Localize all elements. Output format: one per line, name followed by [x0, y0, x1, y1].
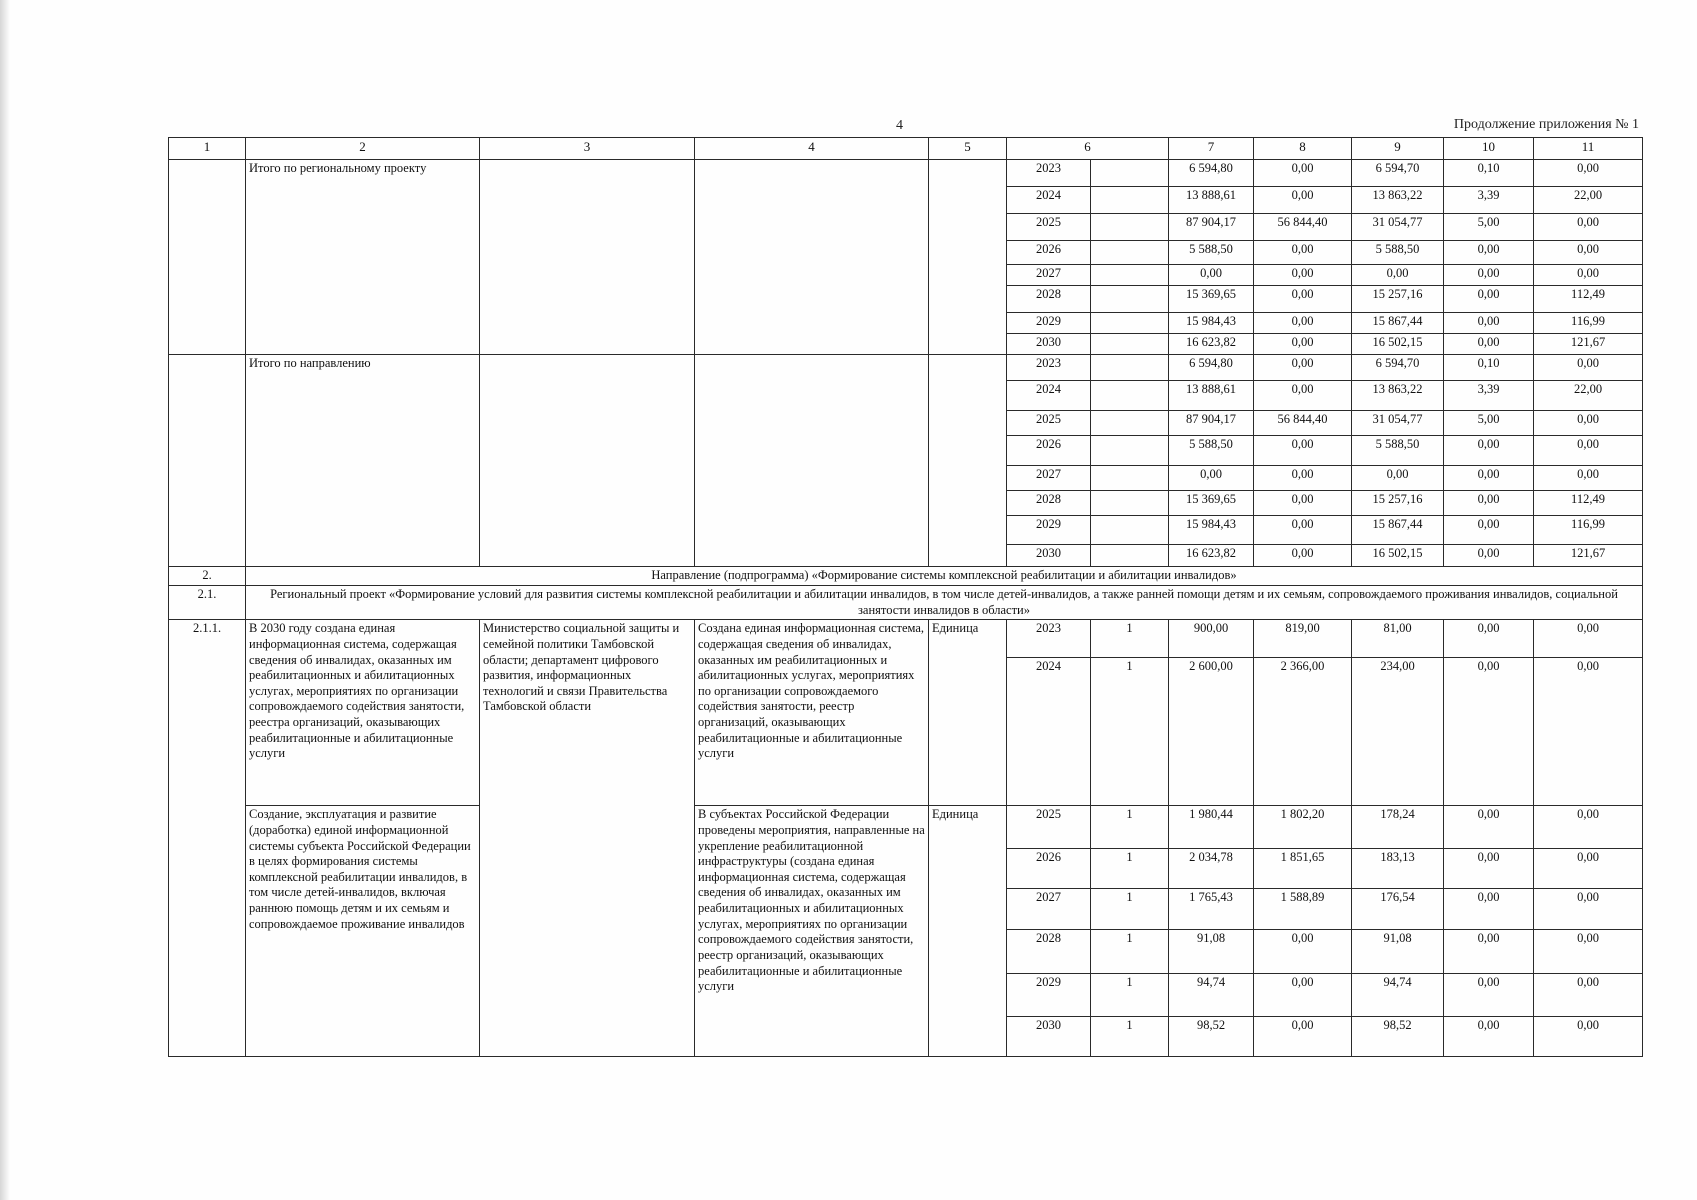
year-cell: 2028 — [1007, 930, 1091, 974]
quantity-cell — [1091, 381, 1169, 411]
col-header: 7 — [1169, 138, 1254, 160]
col-header: 2 — [246, 138, 480, 160]
empty-cell — [929, 355, 1007, 567]
regional-total-row — [169, 160, 1643, 187]
federal-cell: 0,00 — [1254, 516, 1352, 545]
total-cell: 98,52 — [1169, 1017, 1254, 1057]
year-cell: 2030 — [1007, 545, 1091, 567]
col-header: 11 — [1534, 138, 1643, 160]
extra-cell: 0,00 — [1534, 974, 1643, 1017]
total-cell: 15 984,43 — [1169, 313, 1254, 334]
federal-cell: 0,00 — [1254, 436, 1352, 466]
empty-cell — [695, 160, 929, 355]
year-cell: 2027 — [1007, 889, 1091, 930]
col-header: 5 — [929, 138, 1007, 160]
total-cell: 6 594,80 — [1169, 355, 1254, 381]
quantity-cell — [1091, 436, 1169, 466]
regional-cell: 13 863,22 — [1352, 381, 1444, 411]
col-header: 1 — [169, 138, 246, 160]
year-cell: 2030 — [1007, 334, 1091, 355]
quantity-cell — [1091, 411, 1169, 436]
federal-cell: 0,00 — [1254, 355, 1352, 381]
regional-cell: 13 863,22 — [1352, 187, 1444, 214]
extra-cell: 0,00 — [1534, 930, 1643, 974]
quantity-cell: 1 — [1091, 1017, 1169, 1057]
regional-cell: 98,52 — [1352, 1017, 1444, 1057]
total-cell: 5 588,50 — [1169, 241, 1254, 265]
year-cell: 2030 — [1007, 1017, 1091, 1057]
col-header: 6 — [1007, 138, 1169, 160]
extra-cell: 0,00 — [1534, 1017, 1643, 1057]
regional-cell: 16 502,15 — [1352, 334, 1444, 355]
regional-total-label: Итого по региональному проекту — [246, 160, 480, 355]
extra-cell: 22,00 — [1534, 381, 1643, 411]
local-cell: 0,00 — [1444, 241, 1534, 265]
extra-cell: 0,00 — [1534, 889, 1643, 930]
local-cell: 0,00 — [1444, 516, 1534, 545]
extra-cell: 116,99 — [1534, 516, 1643, 545]
local-cell: 0,00 — [1444, 974, 1534, 1017]
federal-cell: 0,00 — [1254, 265, 1352, 286]
regional-cell: 91,08 — [1352, 930, 1444, 974]
item-row — [169, 620, 1643, 658]
regional-cell: 234,00 — [1352, 658, 1444, 806]
federal-cell: 1 588,89 — [1254, 889, 1352, 930]
regional-cell: 5 588,50 — [1352, 241, 1444, 265]
federal-cell: 0,00 — [1254, 1017, 1352, 1057]
year-cell: 2025 — [1007, 806, 1091, 849]
year-cell: 2023 — [1007, 160, 1091, 187]
federal-cell: 0,00 — [1254, 334, 1352, 355]
federal-cell: 0,00 — [1254, 974, 1352, 1017]
federal-cell: 0,00 — [1254, 160, 1352, 187]
extra-cell: 121,67 — [1534, 545, 1643, 567]
year-cell: 2024 — [1007, 187, 1091, 214]
empty-cell — [480, 160, 695, 355]
regional-cell: 5 588,50 — [1352, 436, 1444, 466]
extra-cell: 0,00 — [1534, 620, 1643, 658]
extra-cell: 0,00 — [1534, 806, 1643, 849]
regional-cell: 0,00 — [1352, 265, 1444, 286]
responsible-executors: Министерство социальной защиты и семейной политики Тамбовской области; департамент цифрового развития, информационных технологий и связи Правительства Тамбовской области — [480, 620, 695, 1057]
indicator-description: Создана единая информационная система, содержащая сведения об инвалидах, оказанных им реабилитационных и абилитационных услугах, мероприятиях по организации сопровождаемого содействия занятости, реестр организаций, оказывающих реабилитационные и абилитационные услуги — [695, 620, 929, 806]
federal-cell: 0,00 — [1254, 313, 1352, 334]
col-header: 10 — [1444, 138, 1534, 160]
regional-cell: 183,13 — [1352, 849, 1444, 889]
federal-cell: 0,00 — [1254, 286, 1352, 313]
federal-cell: 56 844,40 — [1254, 411, 1352, 436]
extra-cell: 0,00 — [1534, 436, 1643, 466]
col-header: 8 — [1254, 138, 1352, 160]
local-cell: 0,00 — [1444, 265, 1534, 286]
regional-cell: 15 257,16 — [1352, 491, 1444, 516]
quantity-cell: 1 — [1091, 620, 1169, 658]
measure-description: Создание, эксплуатация и развитие (доработка) единой информационной системы субъекта Российской Федерации в целях формирования системы комплексной реабилитации инвалидов, в том числе детей-инвалидов, включая раннюю помощь детям и их семьям и сопровождаемое проживание инвалидов — [246, 806, 480, 1057]
total-cell: 0,00 — [1169, 466, 1254, 491]
local-cell: 5,00 — [1444, 411, 1534, 436]
empty-cell — [929, 160, 1007, 355]
item-number: 2.1.1. — [169, 620, 246, 1057]
quantity-cell — [1091, 313, 1169, 334]
extra-cell: 0,00 — [1534, 411, 1643, 436]
year-cell: 2026 — [1007, 436, 1091, 466]
section-number: 2. — [169, 567, 246, 586]
section-title: Региональный проект «Формирование условий для развития системы комплексной реабилитации и абилитации инвалидов, в том числе детей-инвалидов, а также ранней помощи детям и их семьям, сопровождаемого проживания инвалидов, социальной занятости инвалидов в области» — [246, 586, 1643, 620]
quantity-cell — [1091, 286, 1169, 313]
unit-cell: Единица — [929, 620, 1007, 806]
total-cell: 13 888,61 — [1169, 187, 1254, 214]
regional-cell: 94,74 — [1352, 974, 1444, 1017]
direction-total-label: Итого по направлению — [246, 355, 480, 567]
quantity-cell — [1091, 545, 1169, 567]
local-cell: 0,00 — [1444, 1017, 1534, 1057]
year-cell: 2027 — [1007, 466, 1091, 491]
total-cell: 1 980,44 — [1169, 806, 1254, 849]
continuation-label: Продолжение приложения № 1 — [1453, 117, 1639, 132]
local-cell: 0,00 — [1444, 930, 1534, 974]
year-cell: 2024 — [1007, 381, 1091, 411]
empty-cell — [169, 355, 246, 567]
extra-cell: 112,49 — [1534, 286, 1643, 313]
local-cell: 0,10 — [1444, 160, 1534, 187]
federal-cell: 0,00 — [1254, 187, 1352, 214]
local-cell: 0,00 — [1444, 286, 1534, 313]
extra-cell: 0,00 — [1534, 241, 1643, 265]
quantity-cell: 1 — [1091, 889, 1169, 930]
quantity-cell — [1091, 187, 1169, 214]
quantity-cell — [1091, 466, 1169, 491]
federal-cell: 2 366,00 — [1254, 658, 1352, 806]
regional-cell: 6 594,70 — [1352, 160, 1444, 187]
local-cell: 0,00 — [1444, 334, 1534, 355]
scan-edge — [0, 0, 10, 1200]
extra-cell: 116,99 — [1534, 313, 1643, 334]
extra-cell: 0,00 — [1534, 214, 1643, 241]
regional-cell: 31 054,77 — [1352, 411, 1444, 436]
year-cell: 2023 — [1007, 355, 1091, 381]
year-cell: 2024 — [1007, 658, 1091, 806]
regional-cell: 15 867,44 — [1352, 313, 1444, 334]
regional-cell: 15 867,44 — [1352, 516, 1444, 545]
extra-cell: 0,00 — [1534, 658, 1643, 806]
total-cell: 16 623,82 — [1169, 334, 1254, 355]
total-cell: 5 588,50 — [1169, 436, 1254, 466]
year-cell: 2025 — [1007, 214, 1091, 241]
federal-cell: 0,00 — [1254, 491, 1352, 516]
quantity-cell — [1091, 355, 1169, 381]
extra-cell: 0,00 — [1534, 265, 1643, 286]
local-cell: 0,00 — [1444, 466, 1534, 491]
year-cell: 2025 — [1007, 411, 1091, 436]
total-cell: 13 888,61 — [1169, 381, 1254, 411]
total-cell: 1 765,43 — [1169, 889, 1254, 930]
federal-cell: 819,00 — [1254, 620, 1352, 658]
year-cell: 2029 — [1007, 974, 1091, 1017]
regional-cell: 15 257,16 — [1352, 286, 1444, 313]
empty-cell — [169, 160, 246, 355]
total-cell: 94,74 — [1169, 974, 1254, 1017]
indicator-description: В субъектах Российской Федерации проведены мероприятия, направленные на укрепление реабилитационной инфраструктуры (создана единая информационная система, содержащая сведения об инвалидах, оказанных им реабилитационных и абилитационных услугах, мероприятиях по организации сопровождаемого содействия занятости, реестр организаций, оказывающих реабилитационные и абилитационные услуги — [695, 806, 929, 1057]
local-cell: 0,00 — [1444, 849, 1534, 889]
extra-cell: 0,00 — [1534, 849, 1643, 889]
total-cell: 0,00 — [1169, 265, 1254, 286]
quantity-cell: 1 — [1091, 849, 1169, 889]
extra-cell: 112,49 — [1534, 491, 1643, 516]
federal-cell: 0,00 — [1254, 545, 1352, 567]
federal-cell: 0,00 — [1254, 930, 1352, 974]
local-cell: 0,00 — [1444, 889, 1534, 930]
quantity-cell: 1 — [1091, 658, 1169, 806]
quantity-cell — [1091, 516, 1169, 545]
year-cell: 2027 — [1007, 265, 1091, 286]
total-cell: 91,08 — [1169, 930, 1254, 974]
quantity-cell — [1091, 265, 1169, 286]
total-cell: 2 600,00 — [1169, 658, 1254, 806]
local-cell: 0,00 — [1444, 436, 1534, 466]
col-header: 3 — [480, 138, 695, 160]
quantity-cell — [1091, 160, 1169, 187]
year-cell: 2029 — [1007, 313, 1091, 334]
local-cell: 3,39 — [1444, 381, 1534, 411]
total-cell: 15 369,65 — [1169, 286, 1254, 313]
column-number-row — [169, 138, 1643, 160]
extra-cell: 0,00 — [1534, 466, 1643, 491]
item-row — [169, 806, 1643, 849]
col-header: 4 — [695, 138, 929, 160]
section-2-1-row — [169, 586, 1643, 620]
federal-cell: 1 802,20 — [1254, 806, 1352, 849]
quantity-cell: 1 — [1091, 974, 1169, 1017]
quantity-cell: 1 — [1091, 930, 1169, 974]
federal-cell: 1 851,65 — [1254, 849, 1352, 889]
year-cell: 2026 — [1007, 241, 1091, 265]
federal-cell: 56 844,40 — [1254, 214, 1352, 241]
federal-cell: 0,00 — [1254, 241, 1352, 265]
result-description: В 2030 году создана единая информационная система, содержащая сведения об инвалидах, оказанных им реабилитационных и абилитационных услугах, мероприятиях по организации сопровождаемого содействия занятости, реестра организаций, оказывающих реабилитационные и абилитационные услуги — [246, 620, 480, 806]
local-cell: 0,00 — [1444, 313, 1534, 334]
section-title: Направление (подпрограмма) «Формирование системы комплексной реабилитации и абилитации инвалидов» — [246, 567, 1643, 586]
unit-cell: Единица — [929, 806, 1007, 1057]
section-number: 2.1. — [169, 586, 246, 620]
total-cell: 6 594,80 — [1169, 160, 1254, 187]
federal-cell: 0,00 — [1254, 381, 1352, 411]
extra-cell: 121,67 — [1534, 334, 1643, 355]
extra-cell: 0,00 — [1534, 160, 1643, 187]
quantity-cell — [1091, 241, 1169, 265]
federal-cell: 0,00 — [1254, 466, 1352, 491]
total-cell: 16 623,82 — [1169, 545, 1254, 567]
year-cell: 2023 — [1007, 620, 1091, 658]
extra-cell: 0,00 — [1534, 355, 1643, 381]
local-cell: 0,00 — [1444, 620, 1534, 658]
quantity-cell — [1091, 491, 1169, 516]
year-cell: 2028 — [1007, 286, 1091, 313]
extra-cell: 22,00 — [1534, 187, 1643, 214]
total-cell: 87 904,17 — [1169, 411, 1254, 436]
quantity-cell — [1091, 214, 1169, 241]
local-cell: 0,10 — [1444, 355, 1534, 381]
section-2-row — [169, 567, 1643, 586]
direction-total-row — [169, 355, 1643, 381]
total-cell: 15 984,43 — [1169, 516, 1254, 545]
col-header: 9 — [1352, 138, 1444, 160]
total-cell: 87 904,17 — [1169, 214, 1254, 241]
quantity-cell — [1091, 334, 1169, 355]
total-cell: 15 369,65 — [1169, 491, 1254, 516]
regional-cell: 176,54 — [1352, 889, 1444, 930]
regional-cell: 178,24 — [1352, 806, 1444, 849]
regional-cell: 16 502,15 — [1352, 545, 1444, 567]
page-number: 4 — [896, 118, 903, 133]
year-cell: 2028 — [1007, 491, 1091, 516]
year-cell: 2029 — [1007, 516, 1091, 545]
local-cell: 3,39 — [1444, 187, 1534, 214]
local-cell: 0,00 — [1444, 491, 1534, 516]
regional-cell: 81,00 — [1352, 620, 1444, 658]
local-cell: 0,00 — [1444, 545, 1534, 567]
regional-cell: 31 054,77 — [1352, 214, 1444, 241]
regional-cell: 0,00 — [1352, 466, 1444, 491]
local-cell: 0,00 — [1444, 806, 1534, 849]
year-cell: 2026 — [1007, 849, 1091, 889]
empty-cell — [695, 355, 929, 567]
total-cell: 2 034,78 — [1169, 849, 1254, 889]
quantity-cell: 1 — [1091, 806, 1169, 849]
budget-table — [168, 137, 1643, 1057]
total-cell: 900,00 — [1169, 620, 1254, 658]
empty-cell — [480, 355, 695, 567]
local-cell: 0,00 — [1444, 658, 1534, 806]
local-cell: 5,00 — [1444, 214, 1534, 241]
regional-cell: 6 594,70 — [1352, 355, 1444, 381]
